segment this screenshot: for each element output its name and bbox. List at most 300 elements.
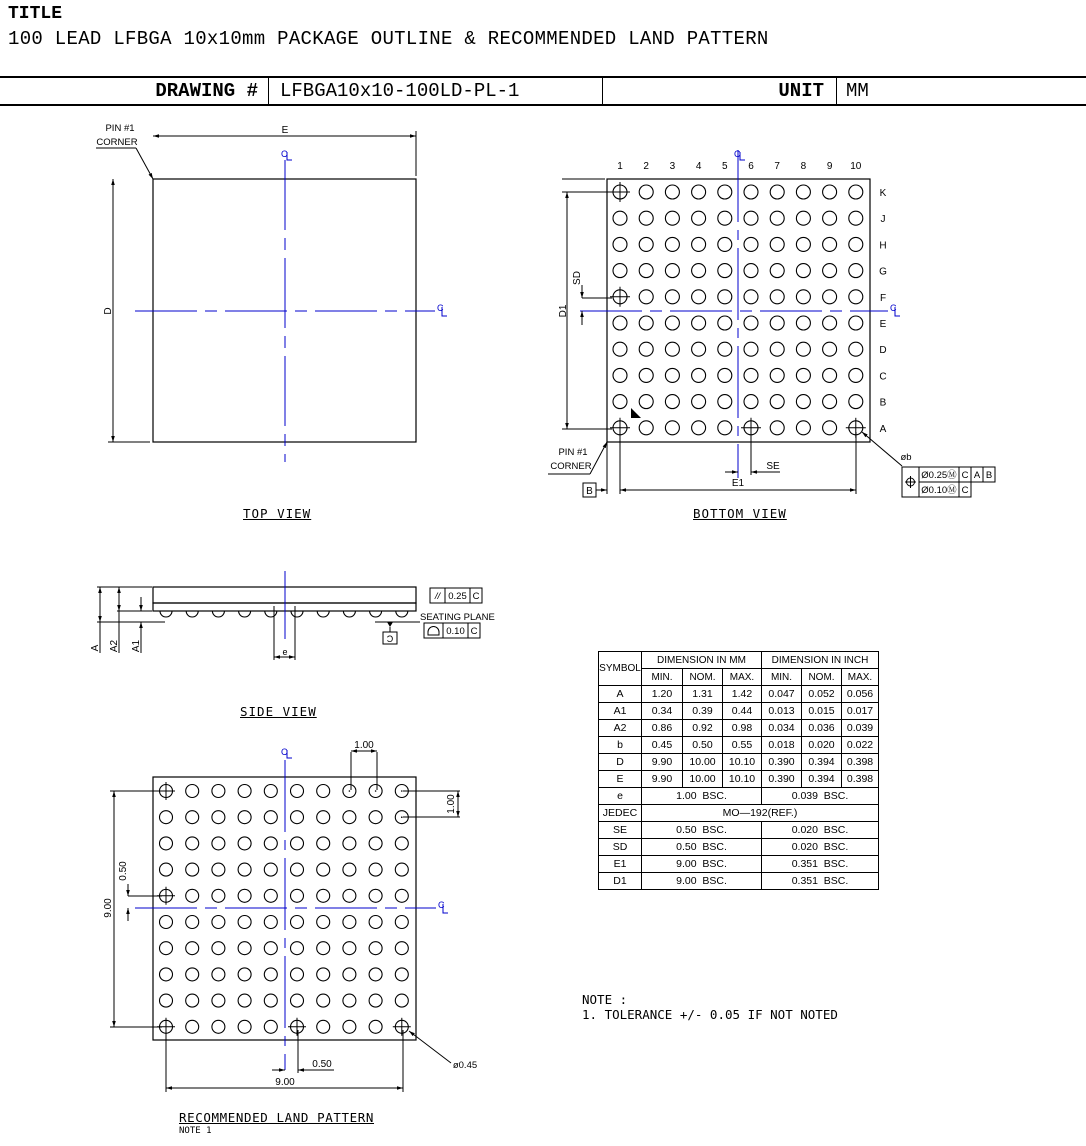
value-cell: 10.00 [683, 771, 723, 788]
row-label: J [880, 214, 886, 226]
land-pad [238, 942, 251, 955]
column-label: 5 [722, 161, 728, 172]
value-cell: 10.00 [683, 754, 723, 771]
svg-text://: // [434, 591, 441, 602]
land-pad [160, 837, 173, 850]
solder-ball [849, 395, 863, 409]
solder-ball [718, 264, 732, 278]
parallelism-frame [430, 588, 482, 603]
top-view [96, 123, 447, 462]
solder-ball [692, 264, 706, 278]
land-pad [343, 889, 356, 902]
drawing-number-label: DRAWING # [155, 80, 258, 102]
solder-ball [823, 342, 837, 356]
solder-ball [849, 237, 863, 251]
solder-ball [744, 290, 758, 304]
solder-ball [770, 211, 784, 225]
note-item: 1. TOLERANCE +/- 0.05 IF NOT NOTED [582, 1007, 838, 1022]
land-pad [212, 994, 225, 1007]
value-cell: 0.45 [642, 737, 683, 754]
header-nom: NOM. [683, 669, 723, 686]
value-cell: 0.50 [683, 737, 723, 754]
value-cell: 0.034 [762, 720, 802, 737]
value-cell: 0.351 BSC. [762, 856, 879, 873]
solder-ball [770, 421, 784, 435]
land-pad [238, 994, 251, 1007]
dim-label-a2: A2 [109, 639, 120, 653]
land-pad [212, 837, 225, 850]
side-ball [186, 611, 198, 617]
solder-ball [823, 395, 837, 409]
land-pad [369, 994, 382, 1007]
solder-ball [744, 264, 758, 278]
value-cell: 10.10 [723, 754, 762, 771]
dim-label-offset-y: 0.50 [118, 861, 129, 881]
value-cell: 0.351 BSC. [762, 873, 879, 890]
solder-ball [639, 316, 653, 330]
solder-ball [796, 211, 810, 225]
solder-ball [849, 290, 863, 304]
solder-ball [665, 395, 679, 409]
header-min: MIN. [762, 669, 802, 686]
solder-ball [744, 316, 758, 330]
value-cell: 0.015 [802, 703, 842, 720]
pad-grid [157, 782, 411, 1036]
value-cell: 0.390 [762, 771, 802, 788]
value-cell: 0.036 [802, 720, 842, 737]
land-pad [212, 942, 225, 955]
solder-ball [692, 290, 706, 304]
pin1-label: PIN #1 [558, 447, 588, 458]
land-pad [212, 785, 225, 798]
solder-ball [665, 264, 679, 278]
land-pad [264, 889, 277, 902]
dim-label-sd: SD [572, 271, 583, 285]
notes-heading: NOTE : [582, 992, 628, 1007]
value-cell: 0.039 BSC. [762, 788, 879, 805]
dim-label-pitch-x: 1.00 [354, 740, 374, 751]
value-cell: 0.98 [723, 720, 762, 737]
solder-ball [849, 264, 863, 278]
table-row [599, 703, 879, 720]
solder-ball [718, 290, 732, 304]
dim-label-span-y: 9.00 [103, 898, 114, 918]
value-cell: 1.20 [642, 686, 683, 703]
solder-ball [639, 185, 653, 199]
land-pad [317, 785, 330, 798]
symbol-cell: E1 [599, 856, 642, 873]
solder-ball [744, 395, 758, 409]
solder-ball [718, 316, 732, 330]
solder-ball [692, 237, 706, 251]
land-pad [395, 968, 408, 981]
table-row [599, 805, 879, 822]
solder-ball [613, 264, 627, 278]
land-pad [160, 942, 173, 955]
svg-text:0.25: 0.25 [448, 591, 467, 602]
solder-ball [718, 421, 732, 435]
land-pad [264, 942, 277, 955]
header-min: MIN. [642, 669, 683, 686]
dim-label-span-x: 9.00 [275, 1077, 295, 1088]
solder-ball [796, 421, 810, 435]
solder-ball [796, 264, 810, 278]
side-ball [265, 611, 277, 617]
land-pad [343, 811, 356, 824]
land-pad [343, 1020, 356, 1033]
land-pad [317, 863, 330, 876]
land-pattern-label: RECOMMENDED LAND PATTERN [179, 1110, 375, 1125]
header-mm: DIMENSION IN MM [642, 652, 762, 669]
dim-label-se: SE [766, 461, 780, 472]
bottom-view [548, 149, 995, 497]
land-pad [186, 889, 199, 902]
solder-ball [692, 421, 706, 435]
solder-ball [744, 342, 758, 356]
land-pad [291, 837, 304, 850]
land-pad [395, 837, 408, 850]
solder-ball [639, 368, 653, 382]
land-pad [343, 837, 356, 850]
solder-ball [665, 237, 679, 251]
pin1-label: PIN #1 [105, 123, 135, 134]
svg-text:C: C [470, 626, 478, 637]
dim-label-pitch-y: 1.00 [446, 794, 457, 814]
pad-dia-label: ø0.45 [452, 1060, 478, 1071]
row-label: F [879, 292, 887, 304]
solder-ball [639, 395, 653, 409]
solder-ball [849, 185, 863, 199]
column-labels [617, 161, 862, 172]
solder-ball [796, 368, 810, 382]
column-label: 8 [800, 161, 807, 172]
solder-ball [665, 185, 679, 199]
side-balls [160, 611, 408, 617]
side-ball [317, 611, 329, 617]
value-cell: 1.00 BSC. [642, 788, 762, 805]
solder-ball [770, 395, 784, 409]
table-row [599, 839, 879, 856]
land-pad [343, 916, 356, 929]
column-label: 6 [748, 161, 754, 172]
side-ball [212, 611, 224, 617]
table-row [599, 686, 879, 703]
solder-ball [639, 237, 653, 251]
dim-label-offset-x: 0.50 [312, 1059, 332, 1070]
value-cell: 0.34 [642, 703, 683, 720]
value-cell: 9.90 [642, 754, 683, 771]
land-pad [238, 968, 251, 981]
solder-ball [718, 368, 732, 382]
land-pad [395, 889, 408, 902]
land-pad [238, 811, 251, 824]
land-pad [186, 968, 199, 981]
land-pad [264, 863, 277, 876]
land-pad [160, 994, 173, 1007]
solder-ball [823, 185, 837, 199]
land-pad [369, 837, 382, 850]
row-label: D [879, 345, 887, 357]
ball-dia-leader [862, 432, 902, 466]
solder-ball [796, 185, 810, 199]
solder-ball [849, 342, 863, 356]
svg-text:C: C [961, 470, 969, 481]
solder-ball [613, 237, 627, 251]
land-pad [186, 916, 199, 929]
row-label: H [879, 240, 887, 252]
side-ball [370, 611, 382, 617]
land-pad [395, 916, 408, 929]
profile-surface-icon [428, 627, 439, 636]
value-cell: 0.013 [762, 703, 802, 720]
solder-ball [718, 211, 732, 225]
solder-ball [744, 211, 758, 225]
dimension-table [598, 651, 879, 890]
row-label: E [879, 319, 887, 330]
solder-ball [849, 211, 863, 225]
pin1-leader [136, 148, 153, 179]
land-pad [186, 811, 199, 824]
svg-text:C: C [281, 747, 288, 757]
land-pad [369, 942, 382, 955]
column-label: 2 [643, 161, 649, 172]
land-pad [317, 994, 330, 1007]
land-pad [291, 863, 304, 876]
solder-ball [849, 368, 863, 382]
symbol-cell: SD [599, 839, 642, 856]
land-pad [212, 968, 225, 981]
solder-ball [849, 316, 863, 330]
solder-ball [613, 316, 627, 330]
solder-ball [796, 290, 810, 304]
solder-ball [639, 264, 653, 278]
svg-text:C: C [890, 303, 897, 313]
side-ball [160, 611, 172, 617]
dim-label-e-pitch: e [282, 647, 288, 657]
land-pad [160, 916, 173, 929]
solder-ball [692, 368, 706, 382]
land-pad [264, 811, 277, 824]
solder-ball [692, 342, 706, 356]
side-view-label: SIDE VIEW [240, 704, 317, 719]
value-cell: 1.31 [683, 686, 723, 703]
seating-plane-label: SEATING PLANE [420, 612, 495, 623]
solder-ball [665, 316, 679, 330]
solder-ball [665, 421, 679, 435]
land-pad [343, 942, 356, 955]
value-cell: 0.394 [802, 771, 842, 788]
value-cell: 9.00 BSC. [642, 873, 762, 890]
table-row [599, 771, 879, 788]
value-cell: 0.92 [683, 720, 723, 737]
solder-ball [823, 316, 837, 330]
land-pad [369, 1020, 382, 1033]
table-row [599, 873, 879, 890]
value-cell: 0.50 BSC. [642, 839, 762, 856]
svg-text:Ø0.10Ⓜ: Ø0.10Ⓜ [921, 485, 957, 496]
land-pad [186, 785, 199, 798]
solder-ball [639, 290, 653, 304]
table-row [599, 856, 879, 873]
solder-ball [692, 185, 706, 199]
svg-text:0.10: 0.10 [446, 626, 465, 637]
value-cell: 0.017 [842, 703, 879, 720]
land-pad [238, 837, 251, 850]
column-label: 3 [669, 161, 676, 172]
land-pad [369, 811, 382, 824]
land-pad [212, 863, 225, 876]
top-view-label: TOP VIEW [243, 506, 312, 521]
land-pad [160, 968, 173, 981]
value-cell: 0.55 [723, 737, 762, 754]
land-pad [291, 889, 304, 902]
solder-ball [770, 316, 784, 330]
row-label: G [879, 266, 887, 278]
solder-ball [613, 395, 627, 409]
solder-ball [796, 237, 810, 251]
value-cell: 0.390 [762, 754, 802, 771]
table-row [599, 788, 879, 805]
solder-ball [665, 211, 679, 225]
title-label: TITLE [8, 4, 63, 24]
land-pad [238, 916, 251, 929]
solder-ball [692, 395, 706, 409]
land-pad [186, 837, 199, 850]
land-pad [264, 1020, 277, 1033]
solder-ball [823, 211, 837, 225]
solder-ball [639, 342, 653, 356]
solder-ball [692, 211, 706, 225]
land-pad [186, 942, 199, 955]
land-pad [264, 968, 277, 981]
header-nom: NOM. [802, 669, 842, 686]
solder-ball [823, 264, 837, 278]
svg-text:B: B [985, 470, 993, 481]
solder-ball [770, 342, 784, 356]
solder-ball [665, 290, 679, 304]
land-pad [369, 863, 382, 876]
solder-ball [744, 185, 758, 199]
notes [582, 992, 838, 1022]
datum-c-label: C [386, 633, 394, 644]
solder-ball [665, 368, 679, 382]
land-pattern-view [103, 740, 477, 1092]
land-pad [264, 837, 277, 850]
side-view [90, 571, 495, 660]
solder-ball [770, 185, 784, 199]
solder-ball [796, 395, 810, 409]
drawing-title: 100 LEAD LFBGA 10x10mm PACKAGE OUTLINE & RECOMMENDED LAND PATTERN [8, 28, 769, 50]
row-label: A [879, 423, 887, 435]
solder-ball [796, 342, 810, 356]
solder-ball [718, 342, 732, 356]
solder-ball [613, 211, 627, 225]
value-cell: 0.020 BSC. [762, 822, 879, 839]
side-ball [396, 611, 408, 617]
solder-ball [770, 237, 784, 251]
value-cell: 0.39 [683, 703, 723, 720]
value-cell: 1.42 [723, 686, 762, 703]
land-pad [317, 889, 330, 902]
solder-ball [665, 342, 679, 356]
land-pad [395, 863, 408, 876]
pin1-triangle-icon [631, 408, 641, 418]
value-cell: 0.020 [802, 737, 842, 754]
centerline-symbol: C [437, 303, 444, 313]
dim-label-a1: A1 [131, 639, 142, 653]
land-pad [238, 863, 251, 876]
pin1-label: CORNER [550, 461, 592, 472]
solder-ball [692, 316, 706, 330]
solder-ball [639, 211, 653, 225]
solder-ball [823, 368, 837, 382]
symbol-cell: e [599, 788, 642, 805]
land-pad [343, 994, 356, 1007]
solder-ball [796, 316, 810, 330]
value-cell: 0.394 [802, 754, 842, 771]
pin1-label: CORNER [96, 137, 138, 148]
unit-value: MM [846, 80, 869, 102]
land-pad [212, 889, 225, 902]
value-cell: 0.047 [762, 686, 802, 703]
land-pad [317, 942, 330, 955]
header-symbol: SYMBOL [599, 652, 642, 686]
symbol-cell: D [599, 754, 642, 771]
side-ball [343, 611, 355, 617]
symbol-cell: A [599, 686, 642, 703]
land-pad [238, 1020, 251, 1033]
solder-ball [744, 237, 758, 251]
svg-text:C: C [961, 485, 969, 496]
solder-ball [823, 290, 837, 304]
land-pad [343, 863, 356, 876]
land-pad [264, 916, 277, 929]
symbol-cell: D1 [599, 873, 642, 890]
svg-text:C: C [734, 149, 741, 159]
land-pad [395, 942, 408, 955]
land-pad [291, 968, 304, 981]
solder-ball [823, 237, 837, 251]
table-row [599, 720, 879, 737]
land-pad [317, 811, 330, 824]
side-ball [239, 611, 251, 617]
value-cell: 0.020 BSC. [762, 839, 879, 856]
value-cell: 0.039 [842, 720, 879, 737]
symbol-cell: E [599, 771, 642, 788]
symbol-cell: A2 [599, 720, 642, 737]
land-pad [264, 785, 277, 798]
land-pad [369, 916, 382, 929]
solder-ball [718, 395, 732, 409]
value-cell: 10.10 [723, 771, 762, 788]
land-pad [160, 811, 173, 824]
solder-ball [770, 290, 784, 304]
solder-ball [613, 342, 627, 356]
land-pad [317, 1020, 330, 1033]
value-cell: 0.86 [642, 720, 683, 737]
land-pad [291, 942, 304, 955]
bottom-view-label: BOTTOM VIEW [693, 506, 787, 521]
svg-text:C: C [438, 900, 445, 910]
pad-dia-leader [409, 1031, 451, 1063]
symbol-cell: JEDEC [599, 805, 642, 822]
header-max: MAX. [723, 669, 762, 686]
column-label: 9 [826, 161, 833, 172]
value-cell: 0.052 [802, 686, 842, 703]
land-pad [291, 916, 304, 929]
header-max: MAX. [842, 669, 879, 686]
symbol-cell: b [599, 737, 642, 754]
